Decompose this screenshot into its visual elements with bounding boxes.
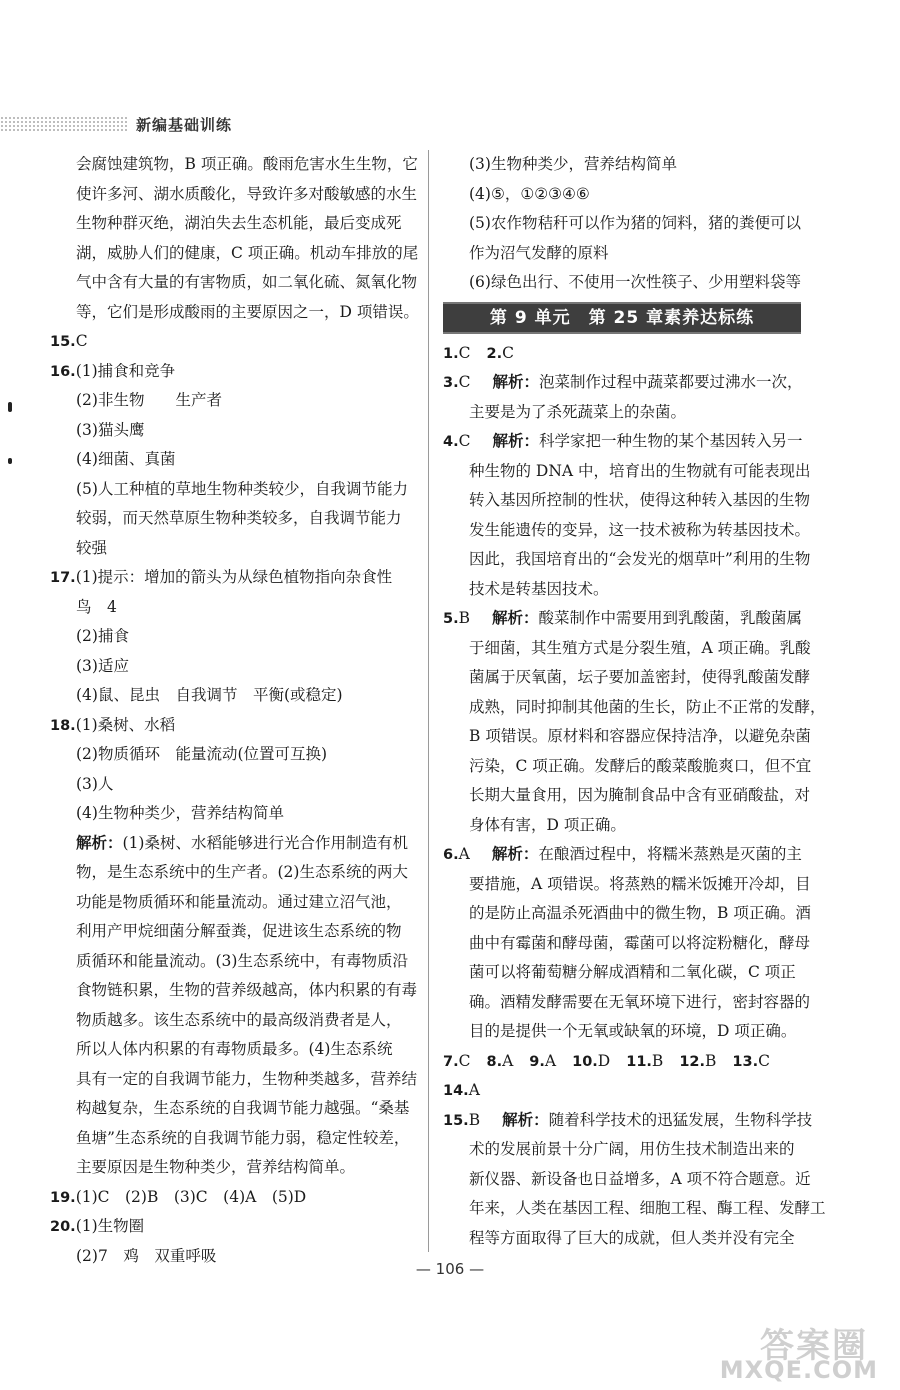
- line-text: 发生能遗传的变异，这一技术被称为转基因技术。: [469, 520, 811, 539]
- line-text: 随着科学技术的迅猛发展，生物科学技: [548, 1110, 813, 1129]
- text-line: [443, 398, 813, 428]
- left-column: [50, 150, 419, 1271]
- line-text: 使许多河、湖水质酸化，导致许多对酸敏感的水生: [76, 184, 418, 203]
- text-line: [50, 268, 418, 298]
- text-line: [50, 445, 410, 475]
- header-title: 新编基础训练: [136, 116, 233, 134]
- line-text: 曲中有霉菌和酵母菌，霉菌可以将淀粉糖化，酵母: [469, 933, 811, 952]
- line-text: (2)7 鸡 双重呼吸: [76, 1246, 217, 1265]
- answer-choice: C: [458, 343, 471, 362]
- line-text: 物质越多。该生态系统中的最高级消费者是人，: [76, 1010, 402, 1029]
- text-line: [50, 1065, 418, 1095]
- margin-mark: [8, 458, 12, 464]
- question-number: 15.: [50, 334, 76, 350]
- question-number: 2.: [486, 345, 503, 362]
- text-line: [50, 947, 410, 977]
- answer-choice: A: [458, 845, 470, 863]
- question-number: 8.: [486, 1053, 503, 1070]
- text-line: [443, 988, 813, 1018]
- text-line: [443, 1165, 813, 1195]
- watermark-sub: MXQE.COM: [719, 1356, 878, 1384]
- line-text: (3)适应: [76, 656, 129, 675]
- line-text: 长期大量食用，因为腌制食品中含有亚硝酸盐，对: [469, 786, 811, 804]
- text-line: [50, 652, 410, 682]
- text-line: [50, 622, 410, 652]
- line-text: 于细菌，其生殖方式是分裂生殖，A 项正确。乳酸: [469, 638, 811, 657]
- text-line: [443, 1135, 813, 1165]
- text-line: [50, 740, 410, 770]
- answer-choice: A: [544, 1051, 557, 1070]
- column-divider: [428, 150, 429, 1252]
- line-text: 年来，人类在基因工程、细胞工程、酶工程、发酵工: [469, 1199, 826, 1217]
- line-text: (3)人: [76, 774, 114, 793]
- text-line: [443, 811, 813, 841]
- answer-choice: D: [597, 1051, 611, 1070]
- right-column: [443, 150, 826, 1253]
- line-text: 种生物的 DNA 中，培育出的生物就有可能表现出: [469, 461, 811, 480]
- question-line: [50, 357, 410, 387]
- answer-choice: C: [458, 373, 471, 391]
- text-line: [443, 575, 813, 605]
- analysis-label: 解析：: [492, 373, 539, 391]
- multi-answer-line: [443, 1047, 813, 1077]
- line-text: 等，它们是形成酸雨的主要原因之一，D 项错误。: [76, 302, 419, 321]
- text-line: [50, 1094, 410, 1124]
- text-line: [50, 180, 418, 210]
- question-number: 13.: [732, 1053, 759, 1070]
- line-text: 物，是生态系统中的生产者。(2)生态系统的两大: [76, 863, 408, 881]
- line-text: 菌属于厌氧菌，坛子要加盖密封，使得乳酸菌发酵: [469, 668, 811, 686]
- text-line: [50, 298, 419, 328]
- watermark-main: 答案圈: [760, 1326, 868, 1366]
- answer-choice: B: [458, 609, 470, 627]
- line-text: 目的是提供一个无氧或缺氧的环境，D 项正确。: [469, 1022, 797, 1040]
- text-line: [443, 457, 813, 487]
- text-line: [50, 593, 410, 623]
- answer-choice: B: [705, 1051, 717, 1070]
- text-line: [50, 475, 410, 505]
- question-line: [50, 1212, 410, 1242]
- answer-choice: B: [468, 1110, 481, 1129]
- text-line: [443, 516, 813, 546]
- line-text: 酸菜制作中需要用到乳酸菌，乳酸菌属: [538, 609, 803, 627]
- text-line: [50, 681, 410, 711]
- question-line: [50, 711, 410, 741]
- line-text: 湖，威胁人们的健康，C 项正确。机动车排放的尾: [76, 243, 419, 262]
- text-line: [443, 486, 813, 516]
- text-line: [50, 976, 418, 1006]
- analysis-label: 解析：: [76, 833, 123, 852]
- question-line: [443, 368, 813, 398]
- text-line: [443, 634, 813, 664]
- question-number: 11.: [626, 1053, 652, 1070]
- header-dot-pattern: [0, 116, 128, 132]
- line-text: 质循环和能量流动。(3)生态系统中，有毒物质沿: [76, 951, 408, 970]
- multi-answer-line: [443, 1076, 813, 1106]
- text-line: [443, 870, 813, 900]
- question-number: 10.: [572, 1053, 598, 1070]
- text-line: [50, 1153, 410, 1183]
- text-line: [443, 899, 813, 929]
- line-text: 新仪器、新设备也日益增多，A 项不符合题意。近: [469, 1169, 811, 1188]
- line-text: 鸟 4: [76, 597, 117, 616]
- line-text: 泡菜制作过程中蔬菜都要过沸水一次，: [539, 373, 803, 391]
- analysis-line: [50, 829, 410, 859]
- running-header: [0, 112, 260, 138]
- text-line: [50, 1006, 410, 1036]
- answer-choice: C: [458, 1051, 471, 1070]
- line-text: 主要原因是生物种类少，营养结构简单。: [76, 1158, 356, 1176]
- text-line: (4)⑤，①②③④⑥: [469, 184, 590, 203]
- question-line: [50, 327, 410, 357]
- text-line: [50, 1035, 410, 1065]
- analysis-label: 解析：: [492, 432, 539, 450]
- text-line: [50, 504, 410, 534]
- text-line: [50, 888, 410, 918]
- line-text: 要措施，A 项错误。将蒸熟的糯米饭摊开冷却，目: [469, 874, 811, 893]
- text-line: [50, 799, 410, 829]
- answer-text: (1)捕食和竞争: [75, 361, 176, 380]
- watermark-logo: [708, 1318, 888, 1382]
- line-text: 鱼塘”生态系统的自我调节能力弱，稳定性较差，: [76, 1128, 410, 1147]
- line-text: B 项错误。原材料和容器应保持洁净，以避免杂菌: [469, 727, 811, 745]
- line-text: (3)猫头鹰: [76, 420, 145, 439]
- text-line: [443, 545, 813, 575]
- line-text: 气中含有大量的有害物质，如二氧化硫、氮氧化物: [76, 273, 418, 291]
- text-line: [443, 752, 813, 782]
- line-text: (2)非生物 生产者: [76, 391, 222, 409]
- text-line: [443, 1194, 826, 1224]
- text-line: [443, 693, 826, 723]
- line-text: 利用产甲烷细菌分解蚕粪，促进该生态系统的物: [76, 922, 402, 940]
- question-number: 19.: [50, 1189, 76, 1206]
- line-text: 菌可以将葡萄糖分解成酒精和二氧化碳，C 项正: [469, 963, 796, 981]
- line-text: 食物链积累，生物的营养级越高，体内积累的有毒: [76, 981, 418, 999]
- answer-choice: C: [458, 432, 471, 450]
- text-line: (5)农作物秸秆可以作为猪的饲料，猪的粪便可以: [469, 214, 801, 232]
- text-line: [443, 1224, 813, 1254]
- text-line: 作为沼气发酵的原料: [469, 243, 609, 262]
- question-number: 3.: [443, 375, 459, 391]
- analysis-label: 解析：: [502, 1110, 549, 1129]
- line-text: 术的发展前景十分广阔，用仿生技术制造出来的: [469, 1140, 795, 1158]
- line-text: 成熟，同时抑制其他菌的生长，防止不正常的发酵，: [469, 697, 826, 716]
- answer-choice: B: [651, 1051, 664, 1070]
- text-line: [50, 150, 418, 180]
- margin-mark: [8, 402, 12, 412]
- question-line: [443, 604, 813, 634]
- right-answers: [443, 339, 826, 1254]
- question-number: 14.: [443, 1083, 469, 1099]
- line-text: 转入基因所控制的性状，使得这种转入基因的生物: [469, 491, 811, 509]
- answer-text: (1)生物圈: [75, 1217, 145, 1235]
- line-text: 在酿酒过程中，将糯米蒸熟是灭菌的主: [538, 845, 802, 863]
- answer-text: C: [75, 332, 88, 350]
- text-line: [443, 1017, 813, 1047]
- line-text: 的是防止高温杀死酒曲中的微生物，B 项正确。酒: [469, 904, 811, 922]
- text-line: [443, 929, 813, 959]
- line-text: 因此，我国培育出的“会发光的烟草叶”利用的生物: [469, 550, 811, 568]
- answer-text: (1)C (2)B (3)C (4)A (5)D: [75, 1187, 307, 1206]
- question-number: 1.: [443, 345, 459, 362]
- line-text: 生物种群灭绝，湖泊失去生态机能，最后变成死: [76, 214, 402, 232]
- line-text: (5)人工种植的草地生物种类较少，自我调节能力: [76, 479, 408, 498]
- text-line: [50, 917, 410, 947]
- answer-text: (1)桑树、水稻: [75, 715, 176, 734]
- text-line: [50, 858, 410, 888]
- question-number: 20.: [50, 1219, 76, 1235]
- line-text: 构越复杂，生态系统的自我调节能力越强。“桑基: [76, 1099, 410, 1117]
- text-line: [50, 386, 410, 416]
- question-line: [50, 1183, 410, 1213]
- question-number: 16.: [50, 363, 76, 380]
- line-text: 会腐蚀建筑物，B 项正确。酸雨危害水生生物，它: [76, 155, 418, 173]
- question-number: 18.: [50, 717, 76, 734]
- text-line: [50, 209, 410, 239]
- line-text: 较弱，而天然草原生物种类较多，自我调节能力: [76, 509, 402, 527]
- line-text: (1)桑树、水稻能够进行光合作用制造有机: [122, 833, 408, 852]
- line-text: 主要是为了杀死蔬菜上的杂菌。: [469, 402, 687, 421]
- section-banner: 第 9 单元 第 25 章素养达标练: [443, 302, 801, 334]
- line-text: 程等方面取得了巨大的成就，但人类并没有完全: [469, 1228, 795, 1247]
- line-text: 具有一定的自我调节能力，生物种类越多，营养结: [76, 1069, 418, 1088]
- question-line: [443, 1106, 813, 1136]
- page-number: — 106 —: [415, 1260, 485, 1278]
- question-number: 4.: [443, 434, 459, 450]
- text-line: [50, 1124, 410, 1154]
- text-line: [443, 958, 813, 988]
- question-line: [443, 840, 813, 870]
- line-text: 科学家把一种生物的某个基因转入另一: [539, 432, 803, 450]
- answer-text: (1)提示：增加的箭头为从绿色植物指向杂食性: [75, 568, 393, 586]
- question-number: 17.: [50, 570, 76, 586]
- text-line: [50, 239, 419, 269]
- text-line: [50, 416, 410, 446]
- line-text: 确。酒精发酵需要在无氧环境下进行，密封容器的: [469, 992, 811, 1011]
- line-text: (4)生物种类少，营养结构简单: [76, 804, 284, 822]
- question-number: 9.: [529, 1053, 545, 1070]
- question-number: 7.: [443, 1053, 459, 1070]
- analysis-label: 解析：: [492, 609, 539, 627]
- question-number: 12.: [679, 1053, 705, 1070]
- question-number: 5.: [443, 611, 459, 627]
- answer-choice: C: [758, 1051, 770, 1070]
- answer-choice: A: [502, 1051, 514, 1070]
- text-line: [50, 770, 410, 800]
- text-line: [443, 663, 813, 693]
- line-text: (2)物质循环 能量流动(位置可互换): [76, 745, 328, 763]
- line-text: 污染，C 项正确。发酵后的酸菜酸脆爽口，但不宜: [469, 756, 812, 775]
- line-text: 所以人体内积累的有毒物质最多。(4)生态系统: [76, 1040, 393, 1058]
- line-text: (4)鼠、昆虫 自我调节 平衡(或稳定): [76, 686, 343, 704]
- multi-answer-line: [443, 339, 813, 369]
- text-line: [443, 722, 813, 752]
- line-text: (2)捕食: [76, 627, 129, 645]
- line-text: 功能是物质循环和能量流动。通过建立沼气池，: [76, 892, 402, 911]
- analysis-label: 解析：: [491, 845, 539, 863]
- right-top-answers: [443, 150, 813, 298]
- question-line: [443, 427, 813, 457]
- text-line: [443, 781, 813, 811]
- line-text: 较强: [76, 538, 108, 557]
- question-number: 6.: [443, 847, 459, 863]
- question-line: [50, 563, 410, 593]
- line-text: 技术是转基因技术。: [469, 579, 609, 598]
- text-line: (6)绿色出行、不使用一次性筷子、少用塑料袋等: [469, 273, 801, 291]
- text-line: (3)生物种类少，营养结构简单: [469, 155, 677, 173]
- line-text: (4)细菌、真菌: [76, 450, 176, 468]
- answer-choice: C: [502, 343, 514, 362]
- answer-choice: A: [468, 1081, 480, 1099]
- text-line: [50, 534, 410, 564]
- line-text: 身体有害，D 项正确。: [469, 815, 626, 834]
- question-number: 15.: [443, 1112, 469, 1129]
